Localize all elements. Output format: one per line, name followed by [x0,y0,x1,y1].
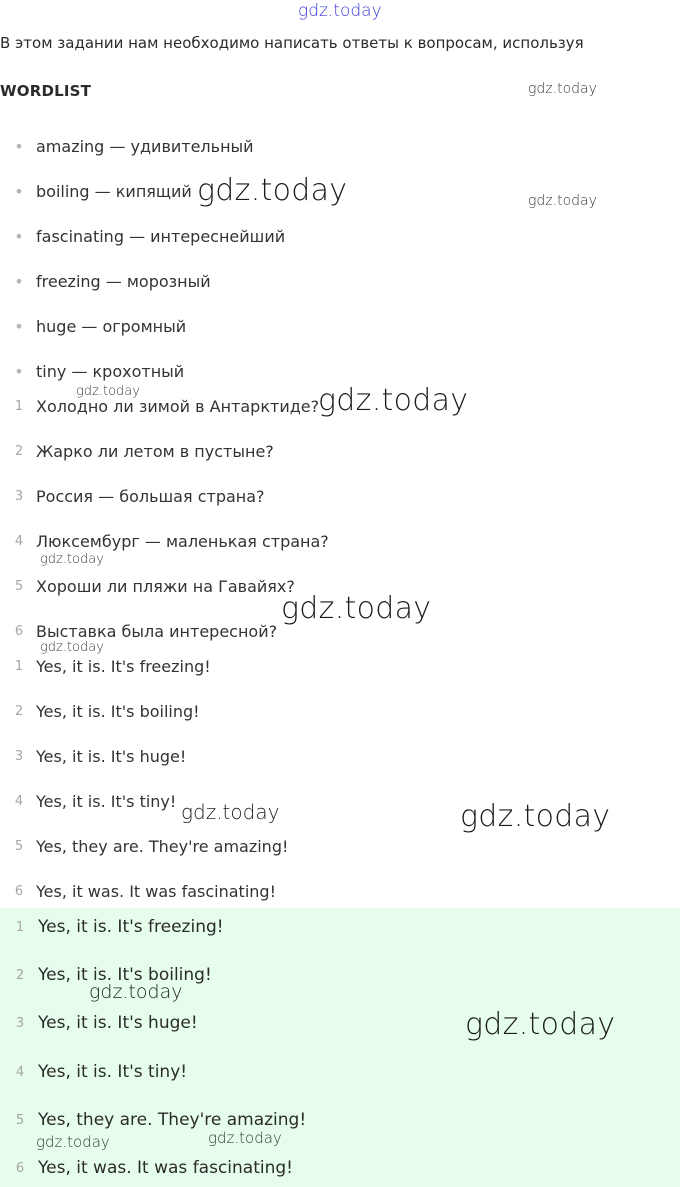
watermark: gdz.today [76,384,140,399]
wordlist-item [0,179,192,203]
watermark: gdz.today [528,193,597,209]
watermark: gdz.today [208,1129,282,1147]
answer-text: Yes, it is. It's tiny! [36,791,177,811]
wordlist-item-text: huge — огромный [36,316,187,336]
item-number: 2 [14,443,24,459]
watermark: gdz.today [528,81,597,97]
answer-item [0,879,276,903]
answer-item [0,699,200,723]
question-item [0,439,274,463]
question-text: Хороши ли пляжи на Гавайях? [36,576,295,596]
question-item [0,529,329,553]
wordlist-item-text: amazing — удивительный [36,136,254,156]
item-number: 6 [14,883,24,899]
item-number: 1 [14,398,24,414]
question-item [0,484,265,508]
answer-item [0,654,211,678]
answer-text: Yes, it is. It's tiny! [38,1062,188,1082]
bullet-icon: • [14,226,24,246]
question-item [0,394,319,418]
answer-item [0,1156,293,1180]
item-number: 1 [14,658,24,674]
question-text: Россия — большая страна? [36,486,265,506]
bullet-icon: • [14,181,24,201]
watermark: gdz.today [181,800,280,824]
answer-text: Yes, it was. It was fascinating! [36,881,276,901]
answer-text: Yes, it is. It's boiling! [36,701,200,721]
answer-text: Yes, it is. It's freezing! [36,656,211,676]
question-item [0,574,295,598]
watermark: gdz.today [40,640,104,655]
wordlist-item [0,224,285,248]
wordlist-item [0,269,211,293]
wordlist-item-text: fascinating — интереснейший [36,226,286,246]
answer-text: Yes, it is. It's boiling! [38,965,212,985]
answer-item [0,834,288,858]
watermark: gdz.today [460,799,611,834]
answer-text: Yes, it is. It's freezing! [38,917,224,937]
answer-text: Yes, they are. They're amazing! [36,836,289,856]
watermark: gdz.today [36,1133,110,1151]
item-number: 3 [14,748,24,764]
question-text: Холодно ли зимой в Антарктиде? [36,396,320,416]
wordlist-item-text: freezing — морозный [36,271,211,291]
answer-item [0,1060,187,1084]
answer-text: Yes, they are. They're amazing! [38,1110,307,1130]
item-number: 2 [14,703,24,719]
item-number: 6 [14,623,24,639]
item-number: 5 [15,1112,25,1128]
watermark: gdz.today [465,1007,616,1042]
item-number: 6 [15,1160,25,1176]
item-number: 4 [14,793,24,809]
wordlist-item [0,134,254,158]
wordlist-item [0,359,184,383]
answer-text: Yes, it is. It's huge! [36,746,187,766]
bullet-icon: • [14,271,24,291]
bullet-icon: • [14,136,24,156]
item-number: 4 [15,1064,25,1080]
answer-text: Yes, it is. It's huge! [38,1013,198,1033]
item-number: 5 [14,578,24,594]
answer-item [0,1011,198,1035]
answer-item [0,915,224,939]
wordlist-item-text: boiling — кипящий [36,181,192,201]
question-text: Выставка была интересной? [36,621,278,641]
item-number: 4 [14,533,24,549]
bullet-icon: • [14,361,24,381]
intro-text: В этом задании нам необходимо написать ответы к вопросам, используя [0,34,584,52]
wordlist-item-text: tiny — крохотный [36,361,185,381]
answer-item [0,789,176,813]
item-number: 3 [14,488,24,504]
item-number: 1 [15,919,25,935]
question-text: Жарко ли летом в пустыне? [36,441,274,461]
item-number: 5 [14,838,24,854]
watermark: gdz.today [89,981,183,1003]
item-number: 3 [15,1015,25,1031]
watermark: gdz.today [298,1,382,21]
wordlist-heading: WORDLIST [0,82,92,100]
watermark: gdz.today [40,552,104,567]
bullet-icon: • [14,316,24,336]
watermark: gdz.today [281,591,432,626]
answer-text: Yes, it was. It was fascinating! [38,1158,293,1178]
item-number: 2 [15,967,25,983]
watermark: gdz.today [197,173,348,208]
question-text: Люксембург — маленькая страна? [36,531,329,551]
answer-item [0,744,186,768]
wordlist-item [0,314,186,338]
watermark: gdz.today [318,383,469,418]
